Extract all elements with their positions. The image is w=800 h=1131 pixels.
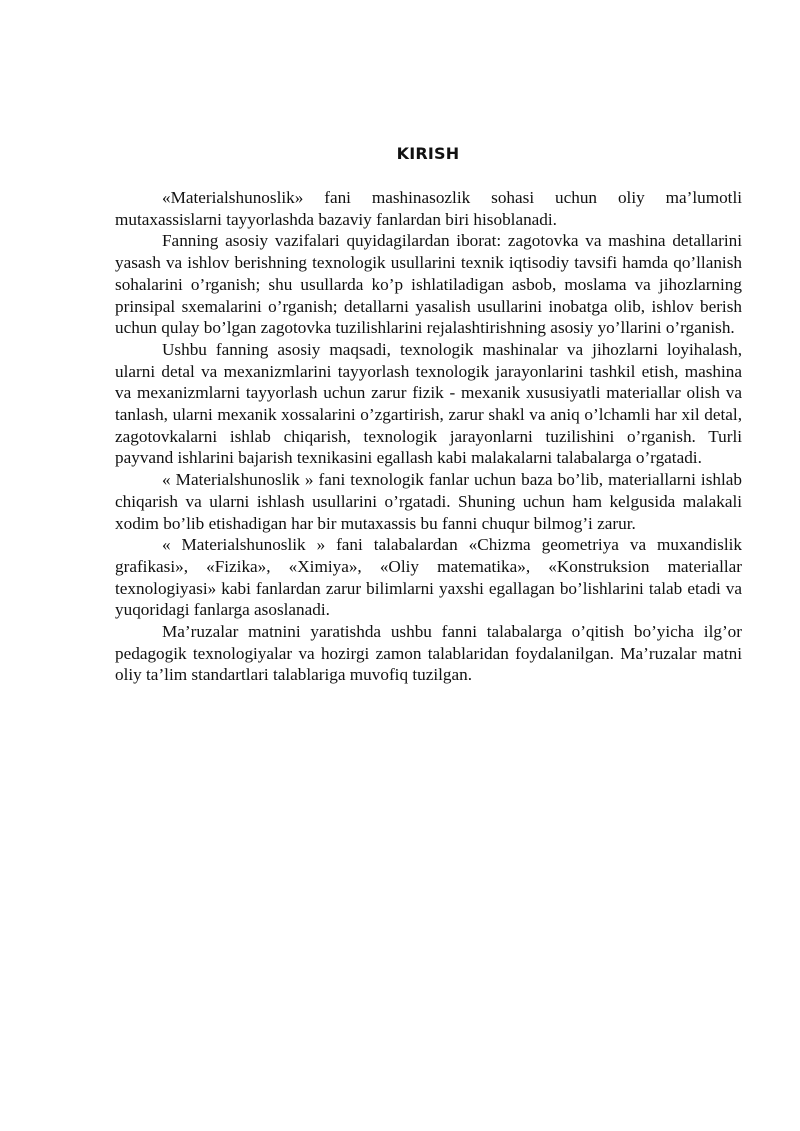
paragraph-1: «Materialshunoslik» fani mashinasozlik sohasi uchun oliy ma’lumotli mutaxassislarni tayyorlashda bazaviy fanlardan biri hisoblanadi. — [115, 188, 742, 229]
document-body — [115, 187, 742, 686]
paragraph-2: Fanning asosiy vazifalari quyidagilardan iborat: zagotovka va mashina detallarini yasash va ishlov berishning texnologik usullarini texnik iqtisodiy tavsifi hamda qo’llanish sohalarini o’rganish; shu usullarda ko’p ishlatiladigan asbob, moslama va jihozlarning prinsipal sxemalarini o’rganish; detallarni yasalish usullarini inobatga olib, ishlov berish uchun qulay bo’lgan zagotovka tuzilishlarini rejalashtirishning asosiy yo’llarini o’rganish. — [115, 231, 742, 338]
paragraph-5: « Materialshunoslik » fani talabalardan «Chizma geometriya va muxandislik grafikasi», «Fizika», «Ximiya», «Oliy matematika», «Konstruksion materiallar texnologiyasi» kabi fanlardan zarur bilimlarni yaxshi egallagan bo’lishlarini talab etadi va yuqoridagi fanlarga asoslanadi. — [115, 535, 742, 620]
paragraph-3: Ushbu fanning asosiy maqsadi, texnologik mashinalar va jihozlarni loyihalash, ularni detal va mexanizmlarini tayyorlash texnologik jarayonlarini tashkil etish, mashina va mexanizmlarni tayyorlash uchun zarur fizik - mexanik xususiyatli materiallar olish va tanlash, ularni mexanik xossalarini o’zgartirish, zarur shakl va aniq o’lchamli har xil detal, zagotovkalarni ishlab chiqarish, texnologik jarayonlarni tuzilishini o’rganish. Turli payvand ishlarini bajarish texnikasini egallash kabi malakalarni talabalarga o’rgatadi. — [115, 339, 742, 468]
paragraph-4: « Materialshunoslik » fani texnologik fanlar uchun baza bo’lib, materiallarni ishlab chiqarish va ularni ishlash usullarini o’rgatadi. Shuning uchun ham kelgusida malakali xodim bo’lib etishadigan har bir mutaxassis bu fanni chuqur bilmog’i zarur. — [115, 470, 742, 533]
page-title: KIRISH — [396, 144, 460, 163]
paragraph-6: Ma’ruzalar matnini yaratishda ushbu fanni talabalarga o’qitish bo’yicha ilg’or pedagogik texnologiyalar va hozirgi zamon talablaridan foydalanilgan. Ma’ruzalar matni oliy ta’lim standartlari talablariga muvofiq tuzilgan. — [115, 622, 742, 685]
